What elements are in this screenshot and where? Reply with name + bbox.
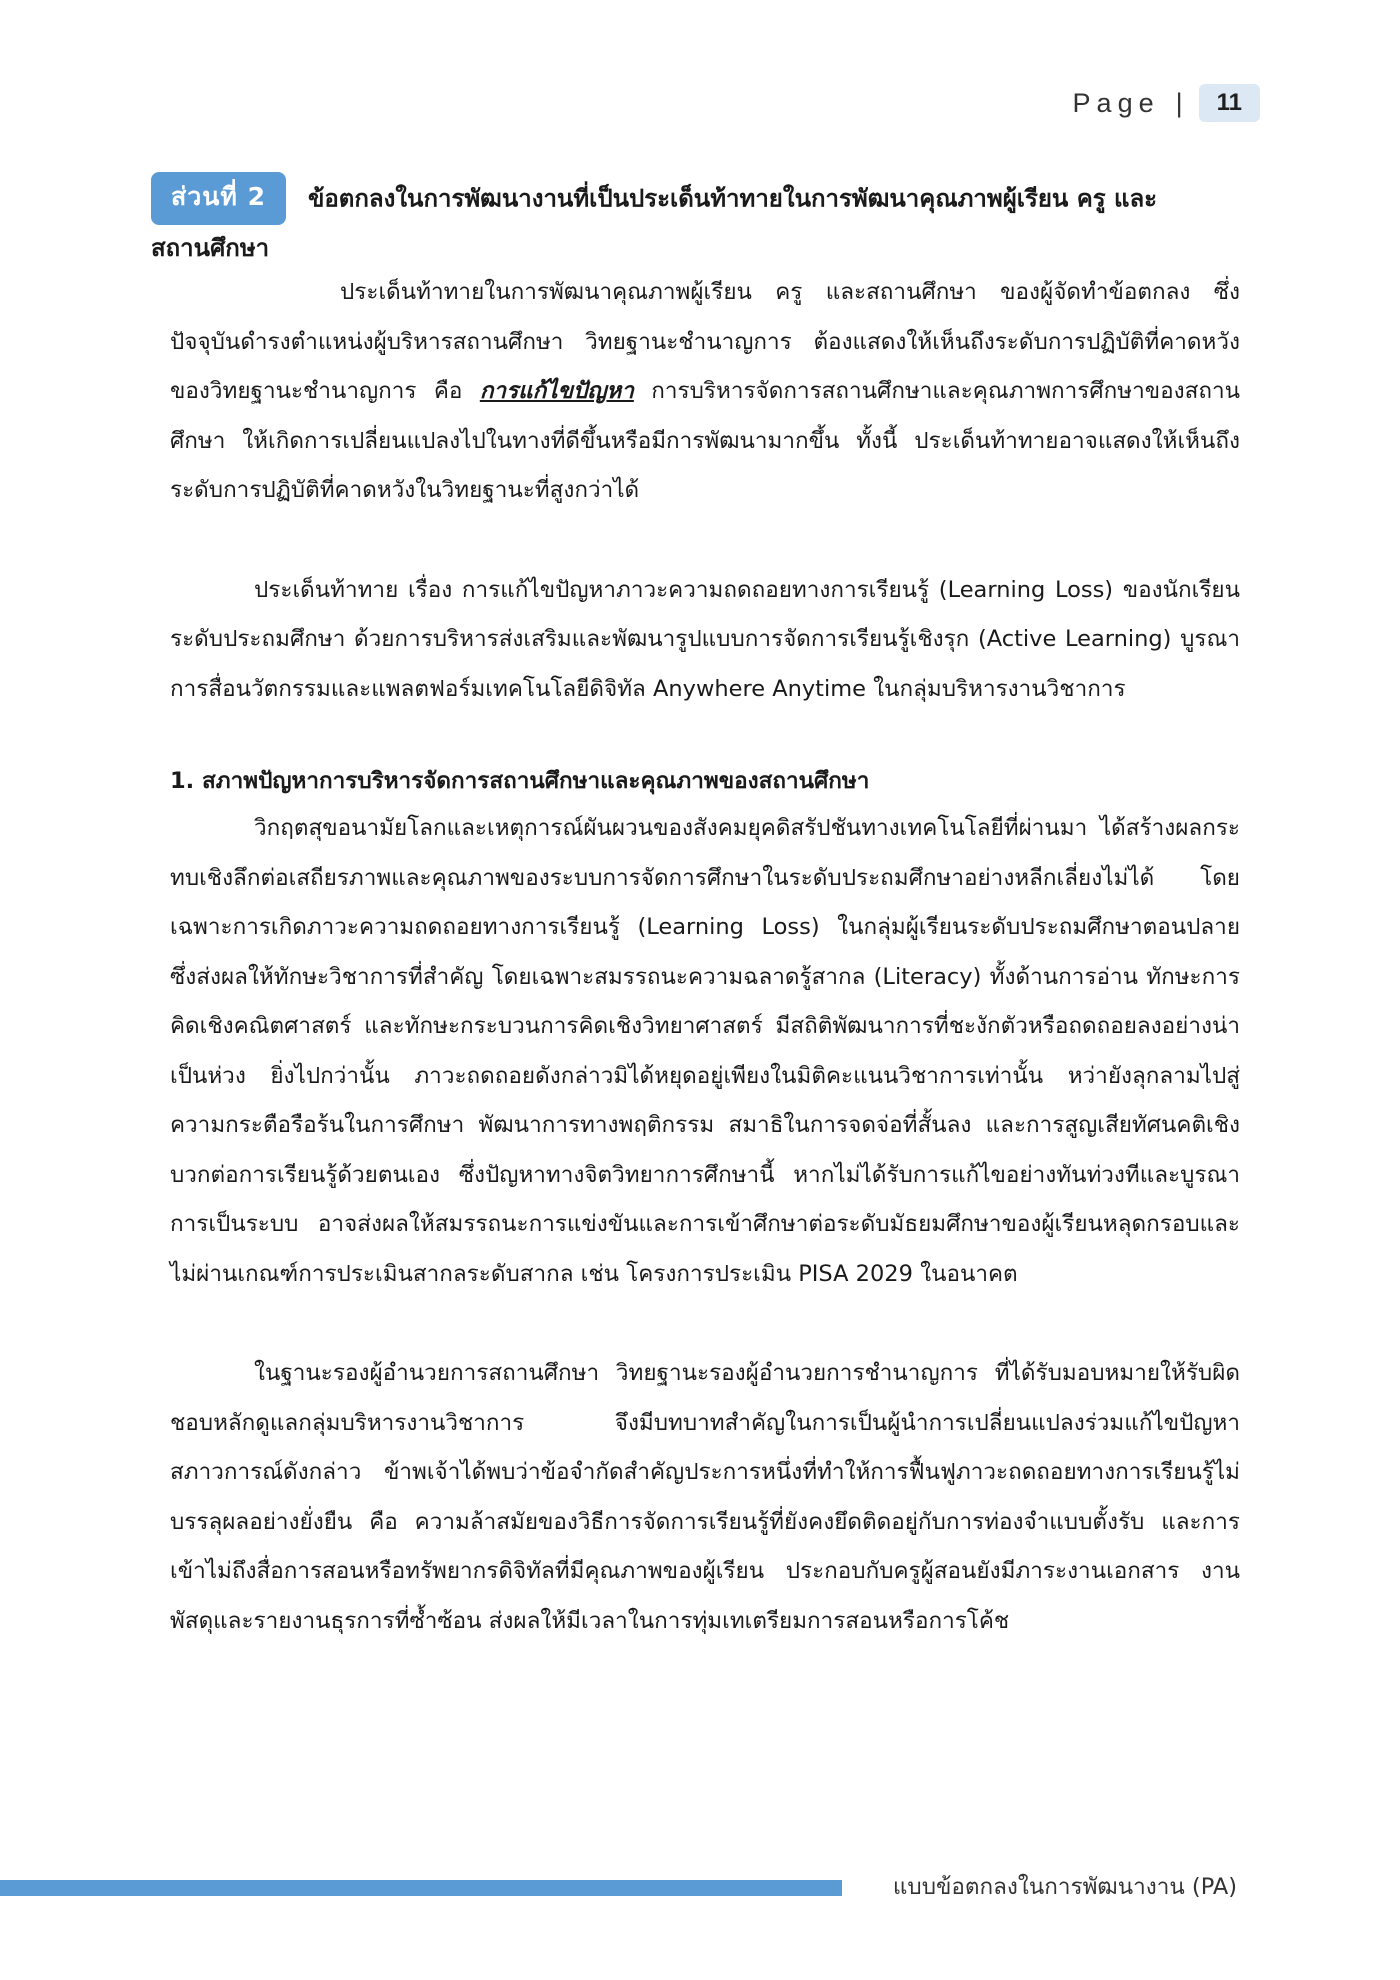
problem-paragraph-2: ในฐานะรองผู้อำนวยการสถานศึกษา วิทยฐานะรองผู้อำนวยการชำนาญการ ที่ได้รับมอบหมายให้รับผิดชอบหลักดูแลกลุ่มบริหารงานวิชาการ จึงมีบทบาทสำคัญในการเป็นผู้นำการเปลี่ยนแปลงร่วมแก้ไขปัญหาสภาวการณ์ดังกล่าว ข้าพเจ้าได้พบว่าข้อจำกัดสำคัญประการหนึ่งที่ทำให้การฟื้นฟูภาวะถดถอยทางการเรียนรู้ไม่บรรลุผลอย่างยั่งยืน คือ ความล้าสมัยของวิธีการจัดการเรียนรู้ที่ยังคงยึดติดอยู่กับการท่องจำแบบตั้งรับ และการเข้าไม่ถึงสื่อการสอนหรือทรัพยากรดิจิทัลที่มีคุณภาพของผู้เรียน ประกอบกับครูผู้สอนยังมีภาระงานเอกสาร งานพัสดุและรายงานธุรการที่ซ้ำซ้อน ส่งผลให้มีเวลาในการทุ่มเทเตรียมการสอนหรือการโค้ช <box>170 1360 1240 1634</box>
document-body <box>170 268 1240 1646</box>
footer-bar <box>0 1880 842 1896</box>
problem-paragraph-1: วิกฤตสุขอนามัยโลกและเหตุการณ์ผันผวนของสังคมยุคดิสรัปชันทางเทคโนโลยีที่ผ่านมา ได้สร้างผลกระทบเชิงลึกต่อเสถียรภาพและคุณภาพของระบบการจัดการศึกษาในระดับประถมศึกษาอย่างหลีกเลี่ยงไม่ได้ โดยเฉพาะการเกิดภาวะความถดถอยทางการเรียนรู้ (Learning Loss) ในกลุ่มผู้เรียนระดับประถมศึกษาตอนปลาย ซึ่งส่งผลให้ทักษะวิชาการที่สำคัญ โดยเฉพาะสมรรถนะความฉลาดรู้สากล (Literacy) ทั้งด้านการอ่าน ทักษะการคิดเชิงคณิตศาสตร์ และทักษะกระบวนการคิดเชิงวิทยาศาสตร์ มีสถิติพัฒนาการที่ชะงักตัวหรือถดถอยลงอย่างน่าเป็นห่วง ยิ่งไปกว่านั้น ภาวะถดถอยดังกล่าวมิได้หยุดอยู่เพียงในมิติคะแนนวิชาการเท่านั้น หว่ายังลุกลามไปสู่ความกระตือรือร้นในการศึกษา พัฒนาการทางพฤติกรรม สมาธิในการจดจ่อที่สั้นลง และการสูญเสียทัศนคติเชิงบวกต่อการเรียนรู้ด้วยตนเอง ซึ่งปัญหาทางจิตวิทยาการศึกษานี้ หากไม่ได้รับการแก้ไขอย่างทันท่วงทีและบูรณาการเป็นระบบ อาจส่งผลให้สมรรถนะการแข่งขันและการเข้าศึกษาต่อระดับมัธยมศึกษาของผู้เรียนหลุดกรอบและไม่ผ่านเกณฑ์การประเมินสากลระดับสากล เช่น โครงการประเมิน PISA 2029 ในอนาคต <box>170 815 1240 1287</box>
footer-text: แบบข้อตกลงในการพัฒนางาน (PA) <box>892 1874 1237 1900</box>
section-title <box>151 172 1241 271</box>
spacer <box>170 714 1240 758</box>
spacer <box>170 1299 1240 1349</box>
challenge-paragraph: ประเด็นท้าทาย เรื่อง การแก้ไขปัญหาภาวะความถดถอยทางการเรียนรู้ (Learning Loss) ของนักเรียนระดับประถมศึกษา ด้วยการบริหารส่งเสริมและพัฒนารูปแบบการจัดการเรียนรู้เชิงรุก (Active Learning) บูรณาการสื่อนวัตกรรมและแพลตฟอร์มเทคโนโลยีดิจิทัล Anywhere Anytime ในกลุ่มบริหารงานวิชาการ <box>170 576 1240 702</box>
section-heading-line2: สถานศึกษา <box>151 234 270 262</box>
section-heading-line1: ข้อตกลงในการพัฒนางานที่เป็นประเด็นท้าทายในการพัฒนาคุณภาพผู้เรียน ครู และ <box>307 184 1158 213</box>
intro-paragraph <box>170 268 1240 516</box>
intro-emphasis: การแก้ไขปัญหา <box>479 378 634 404</box>
problem-heading: 1. สภาพปัญหาการบริหารจัดการสถานศึกษาและคุณภาพของสถานศึกษา <box>170 768 870 794</box>
spacer <box>170 516 1240 566</box>
page-label: Page <box>1072 87 1160 118</box>
page-header <box>1073 84 1260 122</box>
intro-text-end: การบริหารจัดการสถานศึกษาและคุณภาพการศึกษาของสถานศึกษา ให้เกิดการเปลี่ยนแปลงไปในทางที่ดีขึ้นหรือมีการพัฒนามากขึ้น ทั้งนี้ ประเด็นท้าทายอาจแสดงให้เห็นถึงระดับการปฏิบัติที่คาดหวังในวิทยฐานะที่สูงกว่าได้ <box>170 378 1240 503</box>
intro-text-start: ประเด็นท้าทายในการพัฒนาคุณภาพผู้เรียน ครู และสถานศึกษา ของผู้จัดทำข้อตกลง ซึ่งปัจจุบันดำรงตำแหน่งผู้บริหารสถานศึกษา วิทยฐานะชำนาญการ ต้องแสดงให้เห็นถึงระดับการปฏิบัติที่คาดหวังของวิทยฐานะชำนาญการ คือ <box>170 279 1240 404</box>
page-separator: | <box>1175 87 1183 118</box>
section-badge: ส่วนที่ 2 <box>151 172 286 225</box>
page-number: 11 <box>1199 84 1260 122</box>
